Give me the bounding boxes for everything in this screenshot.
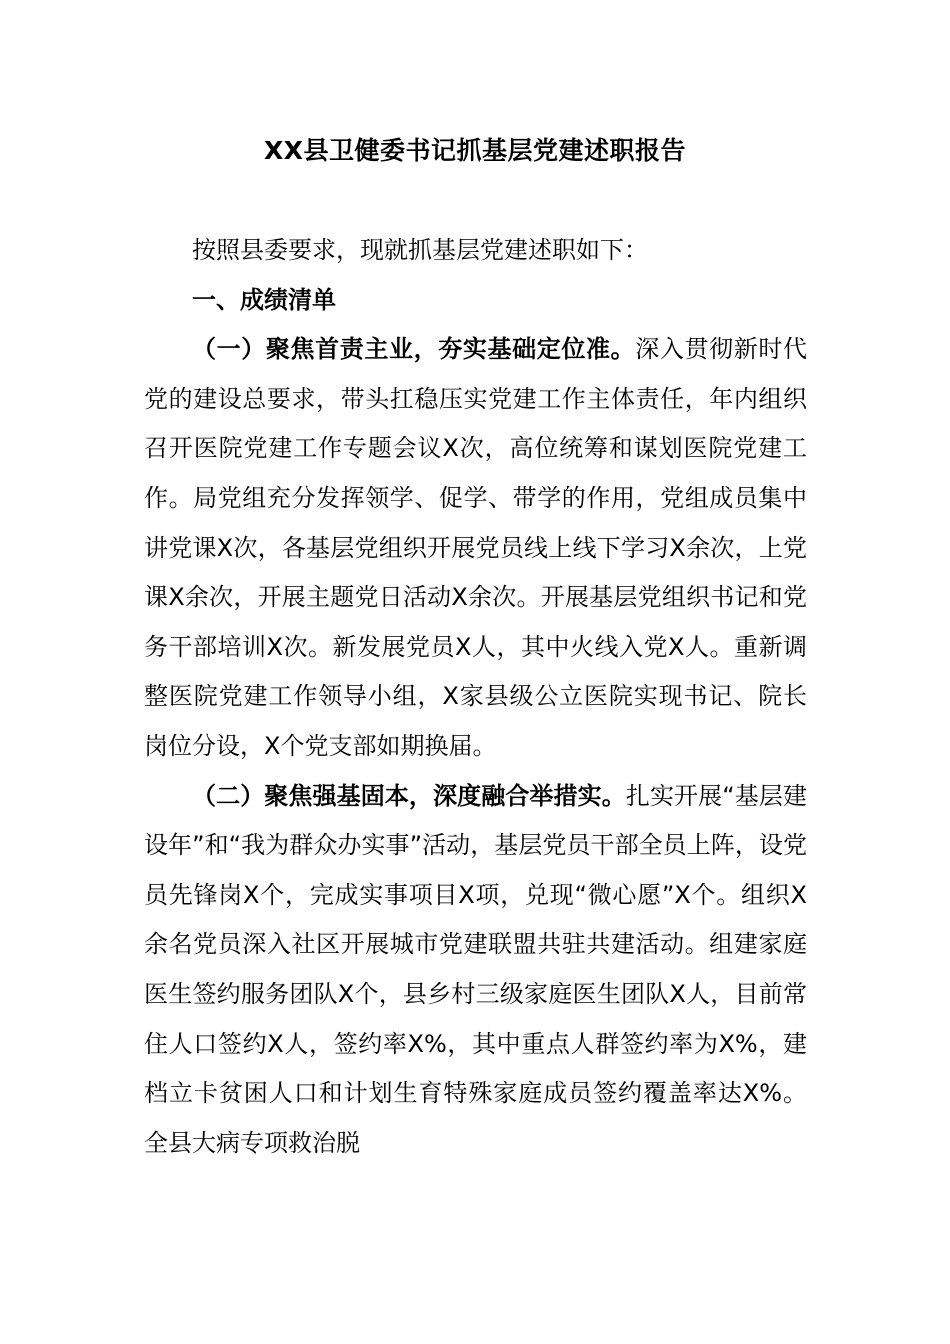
item-2-heading: （二）聚焦强基固本，深度融合举措实。 (192, 781, 626, 810)
document-body (144, 226, 807, 1168)
document-title: XX县卫健委书记抓基层党建述职报告 (263, 136, 687, 165)
item-2-text: 扎实开展“基层建设年”和“我为群众办实事”活动，基层党员干部全员上阵，设党员先锋岗X个，完成实事项目X项，兑现“微心愿”X个。组织X余名党员深入社区开展城市党建联盟共驻共建活动。组建家庭医生签约服务团队X个，县乡村三级家庭医生团队X人，目前常住人口签约X人，签约率X%，其中重点人群签约率为X%，建档立卡贫困人口和计划生育特殊家庭成员签约覆盖率达X%。全县大病专项救治脱 (144, 781, 807, 1157)
section-heading: 一、成绩清单 (192, 285, 336, 314)
item-1-text: 深入贯彻新时代党的建设总要求，带头扛稳压实党建工作主体责任，年内组织召开医院党建工作专题会议X次，高位统筹和谋划医院党建工作。局党组充分发挥领学、促学、带学的作用，党组成员集中讲党课X次，各基层党组织开展党员线上线下学习X余次，上党课X余次，开展主题党日活动X余次。开展基层党组织书记和党务干部培训X次。新发展党员X人，其中火线入党X人。重新调整医院党建工作领导小组，X家县级公立医院实现书记、院长岗位分设，X个党支部如期换届。 (144, 335, 807, 760)
paragraph-item-1 (144, 325, 807, 771)
item-1-heading: （一）聚焦首责主业，夯实基础定位准。 (192, 335, 636, 364)
paragraph-item-2 (144, 772, 807, 1169)
intro-paragraph: 按照县委要求，现就抓基层党建述职如下： (192, 236, 648, 264)
